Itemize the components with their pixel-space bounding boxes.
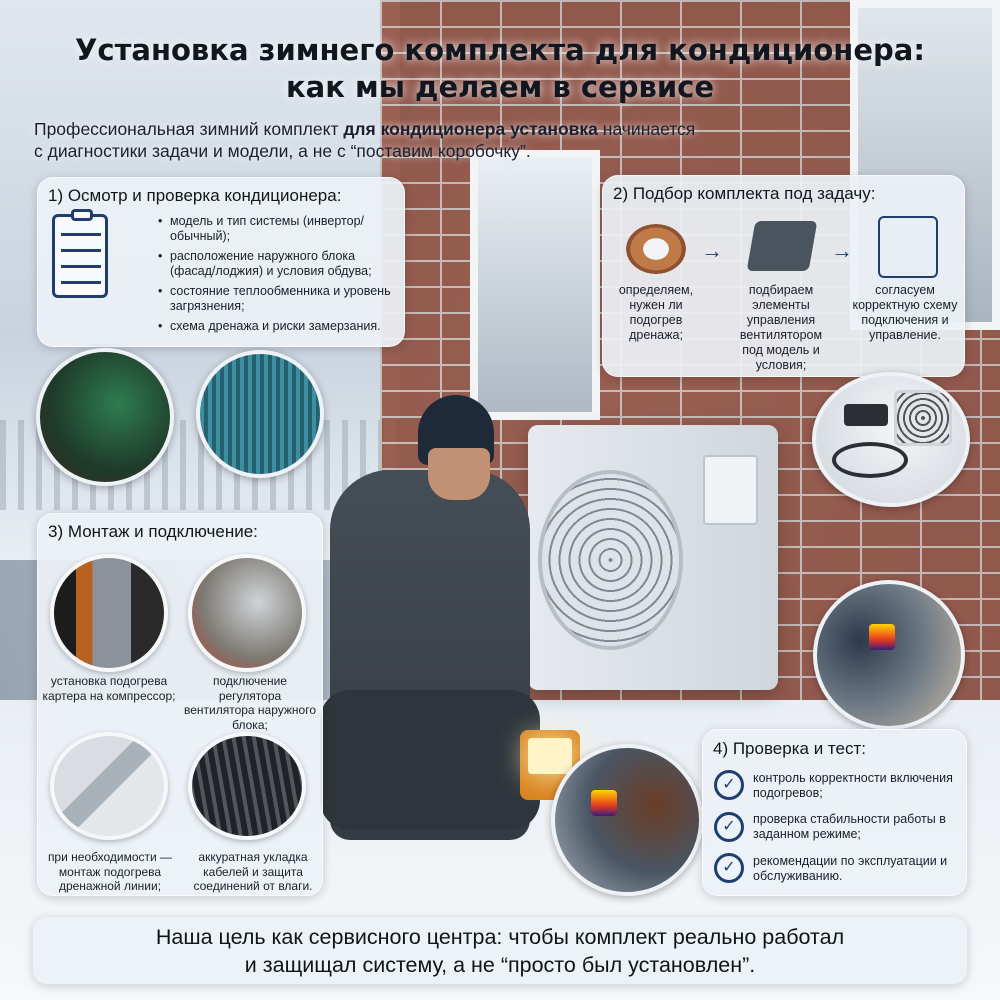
multimeter-check-photo: [36, 348, 174, 486]
caption-cable-protection: аккуратная укладка кабелей и защита соединений от влаги.: [193, 850, 313, 893]
thermal-inspection-photo-2: [551, 744, 703, 896]
page-title: [0, 32, 1000, 106]
kit-fan-icon: [894, 390, 952, 446]
step-fan-control: подбираем элементы управления вентилятором под модель и условия;: [739, 283, 823, 372]
kit-power-adapter-icon: [844, 404, 888, 426]
list-item: • модель и тип системы (инвертор/обычный);: [158, 214, 403, 244]
section-1-title: 1) Осмотр и проверка кондиционера:: [48, 186, 342, 205]
step-wiring-scheme: согласуем корректную схему подключения и управление.: [852, 283, 958, 342]
caption-fan-regulator: подключение регулятора вентилятора наружного блока;: [183, 674, 317, 732]
checkmark-icon: ✓: [714, 770, 744, 800]
section-4-title: 4) Проверка и тест:: [713, 739, 866, 758]
intro-line-2: с диагностики задачи и модели, а не с “поставим коробочку”.: [34, 141, 531, 161]
fan-regulator-wiring-photo: [188, 554, 306, 672]
inspection-list: [158, 214, 403, 339]
outdoor-ac-unit: [528, 425, 778, 690]
section-3-title: 3) Монтаж и подключение:: [48, 522, 258, 541]
winter-kit-components-photo: [812, 372, 970, 507]
test-item: контроль корректности включения подогревов;: [753, 771, 953, 800]
cable-routing-photo: [188, 732, 306, 840]
house-window: [470, 150, 600, 420]
thermal-camera-icon: [869, 624, 895, 650]
intro-part-2: начинается: [597, 119, 696, 139]
clipboard-clip: [71, 209, 93, 221]
title-line-1: Установка зимнего комплекта для кондиционера:: [75, 33, 925, 67]
section-testing: [702, 729, 967, 896]
checklist-line: [61, 281, 101, 284]
checkmark-icon: ✓: [714, 853, 744, 883]
intro-text: [34, 118, 834, 162]
intro-part-1: Профессиональная зимний комплект: [34, 119, 344, 139]
goal-banner: [33, 917, 967, 984]
test-item: проверка стабильности работы в заданном режиме;: [753, 812, 946, 841]
section-kit-selection: [602, 175, 965, 377]
checkmark-icon: ✓: [714, 812, 744, 842]
fan-controller-icon: [747, 221, 818, 271]
list-item: • расположение наружного блока (фасад/лоджия) и условия обдува;: [158, 249, 403, 279]
step-drain-heating: определяем, нужен ли подогрев дренажа;: [618, 283, 694, 342]
arrow-right-icon: →: [831, 238, 853, 263]
checklist-line: [61, 265, 101, 268]
arrow-right-icon: →: [701, 238, 723, 263]
technician-legs: [320, 690, 540, 830]
heat-exchanger-photo: [196, 350, 324, 478]
checklist-line: [61, 233, 101, 236]
heating-tape-icon: [626, 224, 686, 274]
section-2-title: 2) Подбор комплекта под задачу:: [613, 184, 876, 203]
clipboard-checklist-icon: [52, 214, 108, 298]
caption-drain-heater: при необходимости — монтаж подогрева дренажной линии;: [47, 850, 173, 893]
section-installation: [37, 513, 323, 896]
technician-face: [428, 448, 490, 500]
kit-cable-icon: [832, 442, 908, 478]
checklist-line: [61, 249, 101, 252]
title-line-2: как мы делаем в сервисе: [285, 70, 715, 104]
list-item: • состояние теплообменника и уровень загрязнения;: [158, 284, 403, 314]
ac-control-box: [703, 455, 758, 525]
caption-crankcase-heater: установка подогрева картера на компрессор;: [42, 674, 176, 703]
intro-bold: для кондиционера установка: [343, 119, 598, 139]
list-item: • схема дренажа и риски замерзания.: [158, 319, 403, 334]
thermal-inspection-photo: [813, 580, 965, 730]
test-item: рекомендации по эксплуатации и обслуживанию.: [753, 854, 948, 883]
thermal-camera-icon: [591, 790, 617, 816]
ac-fan-grille: [538, 470, 683, 650]
goal-line-2: и защищал систему, а не “просто был установлен”.: [244, 953, 756, 977]
goal-line-1: Наша цель как сервисного центра: чтобы комплект реально работал: [155, 925, 845, 949]
compressor-heater-photo: [50, 554, 168, 672]
drain-line-heater-photo: [50, 732, 168, 840]
work-lamp-light: [528, 738, 572, 774]
wiring-scheme-icon: [878, 216, 938, 278]
